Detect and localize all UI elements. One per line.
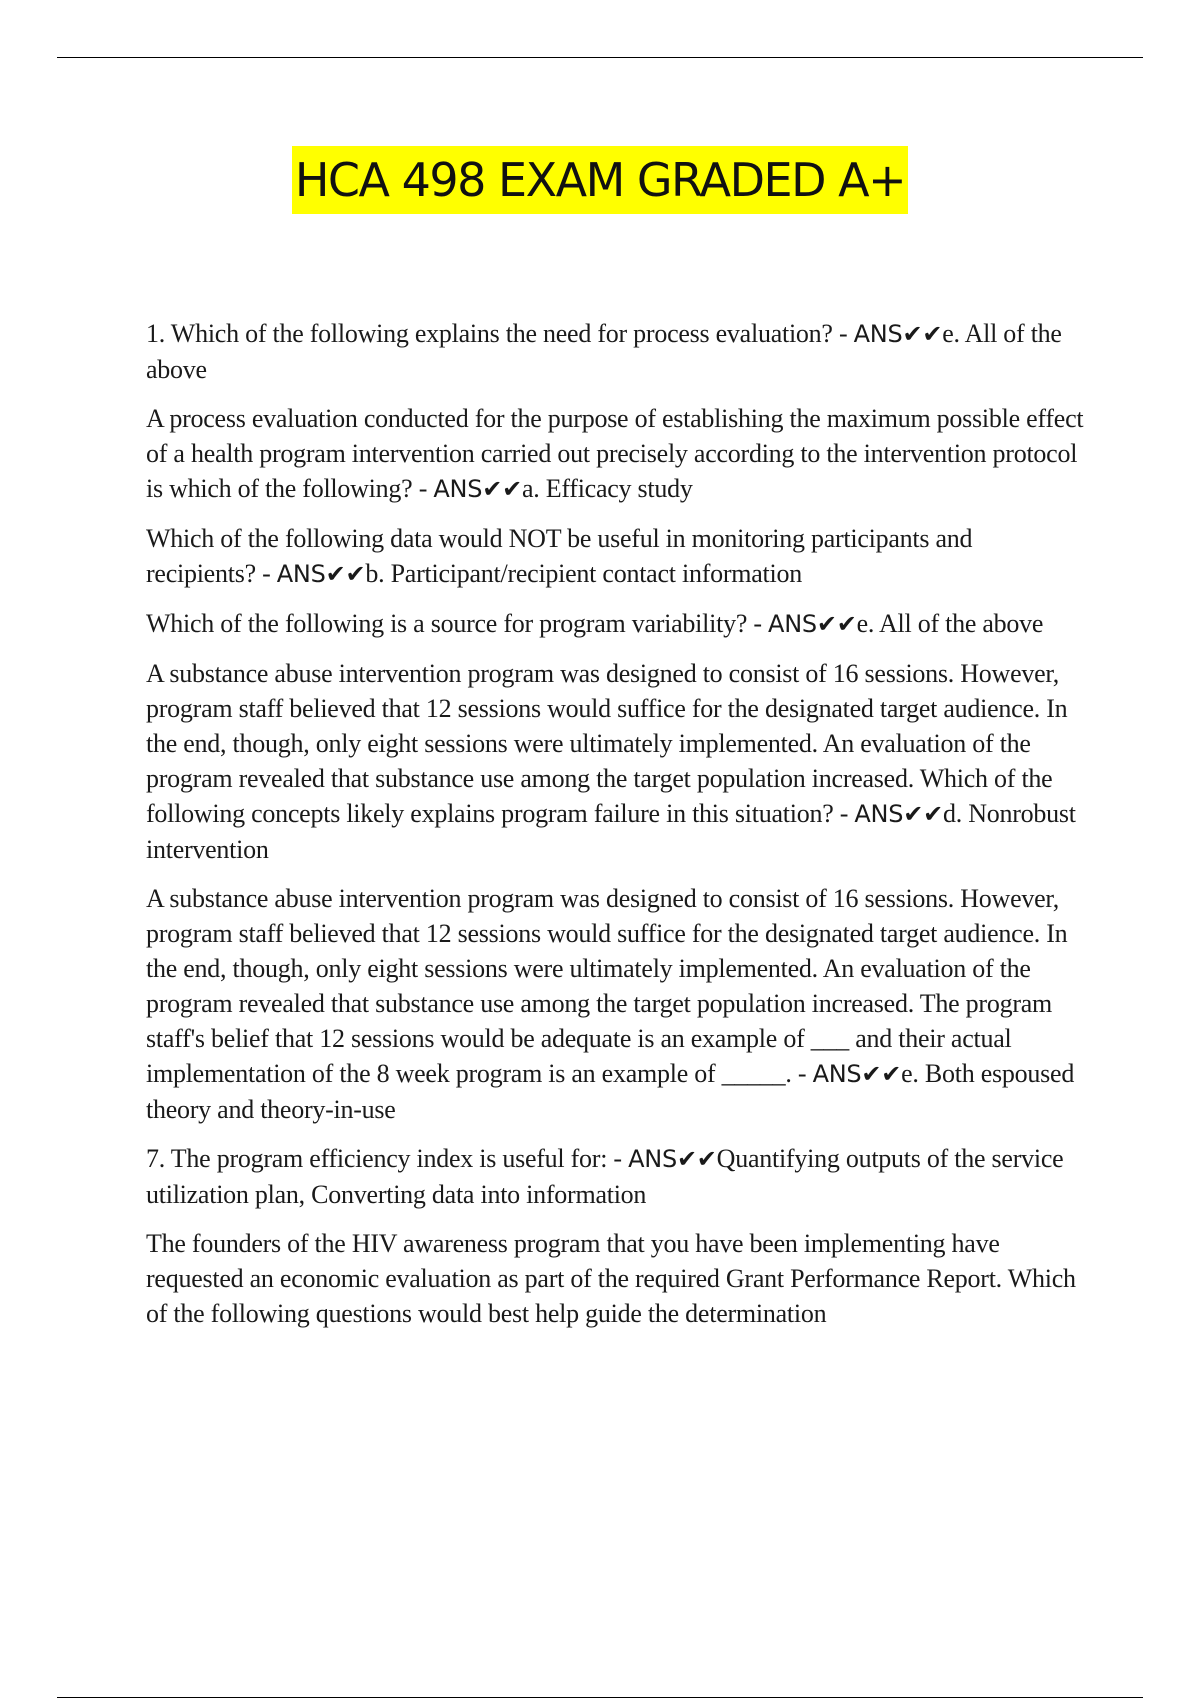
question-text: A substance abuse intervention program was designed to consist of 16 sessions. However, program staff believed that 12 sessions would suffice for the designated target audience. In the end, though, only eight sessions were ultimately implemented. An evaluation of the program revealed that substance use among the target population increased. The program staff's belief that 12 sessions would be adequate is an example of ___ and their actual implementation of the 8 week program is an example of _____. - [146, 884, 1068, 1088]
question-text: Which of the following is a source for program variability? - [146, 609, 762, 638]
qa-item [146, 881, 1086, 1127]
answer-marker: ANS✔✔ [628, 1145, 717, 1173]
question-text: A process evaluation conducted for the purpose of establishing the maximum possible effect of a health program intervention carried out precisely according to the intervention protocol is which of the following? - [146, 404, 1084, 503]
qa-item [146, 316, 1086, 387]
answer-marker: ANS✔✔ [433, 475, 522, 503]
answer-text: a. Efficacy study [521, 474, 693, 503]
answer-marker: ANS✔✔ [812, 1060, 902, 1088]
answer-text: d. Nonrobust intervention [146, 799, 1076, 864]
answer-text: e. All of the above [856, 609, 1044, 638]
answer-marker: ANS✔✔ [768, 610, 857, 638]
qa-item [146, 521, 1086, 592]
top-rule [57, 57, 1143, 58]
answer-text: Quantifying outputs of the service utilization plan, Converting data into information [146, 1144, 1064, 1209]
qa-item [146, 401, 1086, 507]
answer-marker: ANS✔✔ [854, 800, 943, 828]
answer-text: e. All of the above [146, 319, 1062, 384]
question-text: The founders of the HIV awareness program that you have been implementing have requested an economic evaluation as part of the required Grant Performance Report. Which of the following questions would best help guide the determination [146, 1229, 1076, 1328]
bottom-rule [57, 1697, 1143, 1698]
question-text: 1. Which of the following explains the need for process evaluation? - [146, 319, 848, 348]
answer-marker: ANS✔✔ [853, 320, 943, 348]
question-text: Which of the following data would NOT be useful in monitoring participants and recipients? - [146, 524, 973, 588]
answer-text: e. Both espoused theory and theory-in-use [146, 1059, 1075, 1124]
answer-marker: ANS✔✔ [276, 560, 366, 588]
question-text: A substance abuse intervention program was designed to consist of 16 sessions. However, program staff believed that 12 sessions would suffice for the designated target audience. In the end, though, only eight sessions were ultimately implemented. An evaluation of the program revealed that substance use among the target population increased. Which of the following concepts likely explains program failure in this situation? - [146, 659, 1068, 828]
question-text: 7. The program efficiency index is useful for: - [146, 1144, 622, 1173]
qa-list [146, 316, 1086, 1345]
qa-item [146, 1141, 1086, 1212]
document-title: HCA 498 EXAM GRADED A+ [292, 146, 908, 214]
answer-text: b. Participant/recipient contact information [365, 559, 802, 588]
qa-item [146, 656, 1086, 867]
qa-item [146, 1226, 1086, 1331]
qa-item [146, 606, 1086, 642]
title-container [0, 146, 1200, 214]
